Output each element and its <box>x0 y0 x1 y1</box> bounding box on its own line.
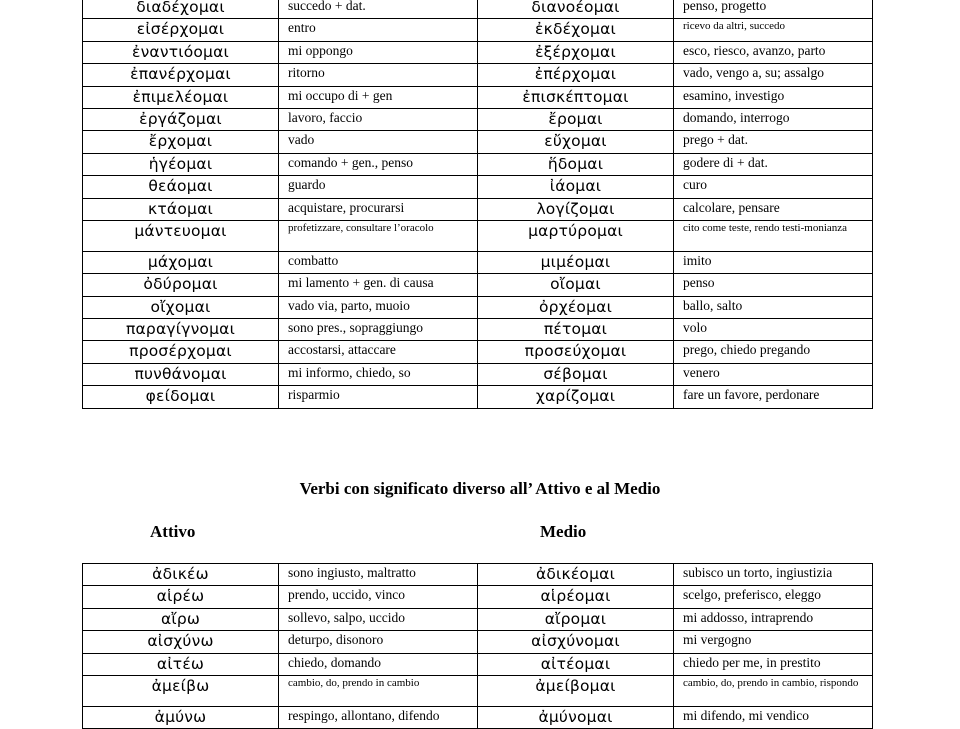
table-row <box>83 675 873 706</box>
italian-meaning-cell: venero <box>674 363 873 385</box>
italian-meaning-cell: fare un favore, perdonare <box>674 386 873 408</box>
greek-verb-cell: ὀδύρομαι <box>83 274 279 296</box>
section-title: Verbi con significato diverso all’ Attivo e al Medio <box>299 479 661 498</box>
greek-verb-cell: ἀδικέομαι <box>478 564 674 586</box>
greek-verb-cell: ἐπισκέπτομαι <box>478 86 674 108</box>
italian-meaning-cell: succedo + dat. <box>279 0 478 19</box>
greek-verb-cell: οἴχομαι <box>83 296 279 318</box>
italian-meaning-cell: penso <box>674 274 873 296</box>
italian-meaning-cell: profetizzare, consultare l’oracolo <box>279 220 478 251</box>
italian-meaning-cell: sollevo, salpo, uccido <box>279 608 478 630</box>
table-row <box>83 64 873 86</box>
greek-verb-cell: ἀμύνομαι <box>478 706 674 728</box>
greek-verb-cell: αἰσχύνω <box>83 631 279 653</box>
greek-verb-cell: χαρίζομαι <box>478 386 674 408</box>
table-row <box>83 41 873 63</box>
greek-verb-cell: εἰσέρχομαι <box>83 19 279 41</box>
italian-meaning-cell: scelgo, preferisco, eleggo <box>674 586 873 608</box>
greek-verb-cell: ὀρχέομαι <box>478 296 674 318</box>
table-row <box>83 586 873 608</box>
italian-meaning-cell: domando, interrogo <box>674 108 873 130</box>
greek-verb-cell: σέβομαι <box>478 363 674 385</box>
greek-verb-cell: ἐξέρχομαι <box>478 41 674 63</box>
italian-meaning-cell: prendo, uccido, vinco <box>279 586 478 608</box>
table-row <box>83 131 873 153</box>
greek-verb-cell: εὔχομαι <box>478 131 674 153</box>
italian-meaning-cell: imito <box>674 251 873 273</box>
greek-verb-cell: ἔρχομαι <box>83 131 279 153</box>
greek-verb-cell: ἰάομαι <box>478 176 674 198</box>
italian-meaning-cell: mi occupo di + gen <box>279 86 478 108</box>
greek-verb-cell: θεάομαι <box>83 176 279 198</box>
italian-meaning-cell: mi oppongo <box>279 41 478 63</box>
greek-verb-cell: διανοέομαι <box>478 0 674 19</box>
italian-meaning-cell: prego + dat. <box>674 131 873 153</box>
table-row <box>83 153 873 175</box>
greek-verb-cell: φείδομαι <box>83 386 279 408</box>
greek-verb-cell: μιμέομαι <box>478 251 674 273</box>
table-row <box>83 608 873 630</box>
italian-meaning-cell: deturpo, disonoro <box>279 631 478 653</box>
greek-verb-cell: πυνθάνομαι <box>83 363 279 385</box>
greek-verb-cell: ἐπέρχομαι <box>478 64 674 86</box>
italian-meaning-cell: combatto <box>279 251 478 273</box>
greek-verb-cell: αἰσχύνομαι <box>478 631 674 653</box>
table-row <box>83 220 873 251</box>
greek-verb-cell: αἱρέω <box>83 586 279 608</box>
greek-verb-cell: διαδέχομαι <box>83 0 279 19</box>
greek-verb-cell: λογίζομαι <box>478 198 674 220</box>
greek-verb-cell: μάχομαι <box>83 251 279 273</box>
greek-verb-cell: παραγίγνομαι <box>83 319 279 341</box>
greek-verb-cell: οἴομαι <box>478 274 674 296</box>
table-row <box>83 564 873 586</box>
table-row <box>83 198 873 220</box>
greek-verb-cell: ἐργάζομαι <box>83 108 279 130</box>
italian-meaning-cell: guardo <box>279 176 478 198</box>
greek-verb-cell: ἔρομαι <box>478 108 674 130</box>
greek-verb-cell: ἀμείβω <box>83 675 279 706</box>
greek-verb-cell: ἀδικέω <box>83 564 279 586</box>
greek-verb-cell: προσέρχομαι <box>83 341 279 363</box>
italian-meaning-cell: risparmio <box>279 386 478 408</box>
italian-meaning-cell: cambio, do, prendo in cambio <box>279 675 478 706</box>
table-row <box>83 386 873 408</box>
table-row <box>83 86 873 108</box>
italian-meaning-cell: chiedo, domando <box>279 653 478 675</box>
table-row <box>83 176 873 198</box>
italian-meaning-cell: accostarsi, attaccare <box>279 341 478 363</box>
greek-verb-cell: ἐναντιόομαι <box>83 41 279 63</box>
table-row <box>83 19 873 41</box>
italian-meaning-cell: volo <box>674 319 873 341</box>
table-row <box>83 0 873 19</box>
table-row <box>83 341 873 363</box>
top-verb-table <box>82 0 873 409</box>
italian-meaning-cell: chiedo per me, in prestito <box>674 653 873 675</box>
bottom-verb-table-body <box>83 564 873 729</box>
italian-meaning-cell: esco, riesco, avanzo, parto <box>674 41 873 63</box>
italian-meaning-cell: sono ingiusto, maltratto <box>279 564 478 586</box>
greek-verb-cell: αἱρέομαι <box>478 586 674 608</box>
greek-verb-cell: ἡγέομαι <box>83 153 279 175</box>
italian-meaning-cell: cambio, do, prendo in cambio, rispondo <box>674 675 873 706</box>
greek-verb-cell: αἰτέομαι <box>478 653 674 675</box>
column-heading-active: Attivo <box>150 522 196 541</box>
italian-meaning-cell: entro <box>279 19 478 41</box>
table-row <box>83 363 873 385</box>
greek-verb-cell: ἐπιμελέομαι <box>83 86 279 108</box>
greek-verb-cell: μάντευομαι <box>83 220 279 251</box>
table-row <box>83 631 873 653</box>
greek-verb-cell: ἀμείβομαι <box>478 675 674 706</box>
italian-meaning-cell: mi addosso, intraprendo <box>674 608 873 630</box>
greek-verb-cell: αἴρω <box>83 608 279 630</box>
greek-verb-cell: μαρτύρομαι <box>478 220 674 251</box>
greek-verb-cell: αἴρομαι <box>478 608 674 630</box>
greek-verb-cell: ἐκδέχομαι <box>478 19 674 41</box>
table-row <box>83 108 873 130</box>
italian-meaning-cell: cito come teste, rendo testi-monianza <box>674 220 873 251</box>
table-row <box>83 706 873 728</box>
italian-meaning-cell: respingo, allontano, difendo <box>279 706 478 728</box>
column-heading-middle: Medio <box>540 522 587 541</box>
italian-meaning-cell: prego, chiedo pregando <box>674 341 873 363</box>
greek-verb-cell: κτάομαι <box>83 198 279 220</box>
table-row <box>83 251 873 273</box>
italian-meaning-cell: vado <box>279 131 478 153</box>
italian-meaning-cell: mi difendo, mi vendico <box>674 706 873 728</box>
table-row <box>83 296 873 318</box>
italian-meaning-cell: sono pres., sopraggiungo <box>279 319 478 341</box>
italian-meaning-cell: calcolare, pensare <box>674 198 873 220</box>
italian-meaning-cell: lavoro, faccio <box>279 108 478 130</box>
greek-verb-cell: ἐπανέρχομαι <box>83 64 279 86</box>
italian-meaning-cell: vado via, parto, muoio <box>279 296 478 318</box>
italian-meaning-cell: acquistare, procurarsi <box>279 198 478 220</box>
table-row <box>83 274 873 296</box>
greek-verb-cell: αἰτέω <box>83 653 279 675</box>
italian-meaning-cell: ritorno <box>279 64 478 86</box>
italian-meaning-cell: ricevo da altri, succedo <box>674 19 873 41</box>
italian-meaning-cell: ballo, salto <box>674 296 873 318</box>
table-row <box>83 653 873 675</box>
table-row <box>83 319 873 341</box>
top-verb-table-body <box>83 0 873 408</box>
greek-verb-cell: ἀμύνω <box>83 706 279 728</box>
greek-verb-cell: ἥδομαι <box>478 153 674 175</box>
italian-meaning-cell: esamino, investigo <box>674 86 873 108</box>
italian-meaning-cell: mi lamento + gen. di causa <box>279 274 478 296</box>
italian-meaning-cell: vado, vengo a, su; assalgo <box>674 64 873 86</box>
italian-meaning-cell: curo <box>674 176 873 198</box>
greek-verb-cell: πέτομαι <box>478 319 674 341</box>
italian-meaning-cell: godere di + dat. <box>674 153 873 175</box>
greek-verb-cell: προσεύχομαι <box>478 341 674 363</box>
italian-meaning-cell: subisco un torto, ingiustizia <box>674 564 873 586</box>
italian-meaning-cell: mi informo, chiedo, so <box>279 363 478 385</box>
italian-meaning-cell: comando + gen., penso <box>279 153 478 175</box>
italian-meaning-cell: penso, progetto <box>674 0 873 19</box>
italian-meaning-cell: mi vergogno <box>674 631 873 653</box>
bottom-verb-table <box>82 563 873 729</box>
